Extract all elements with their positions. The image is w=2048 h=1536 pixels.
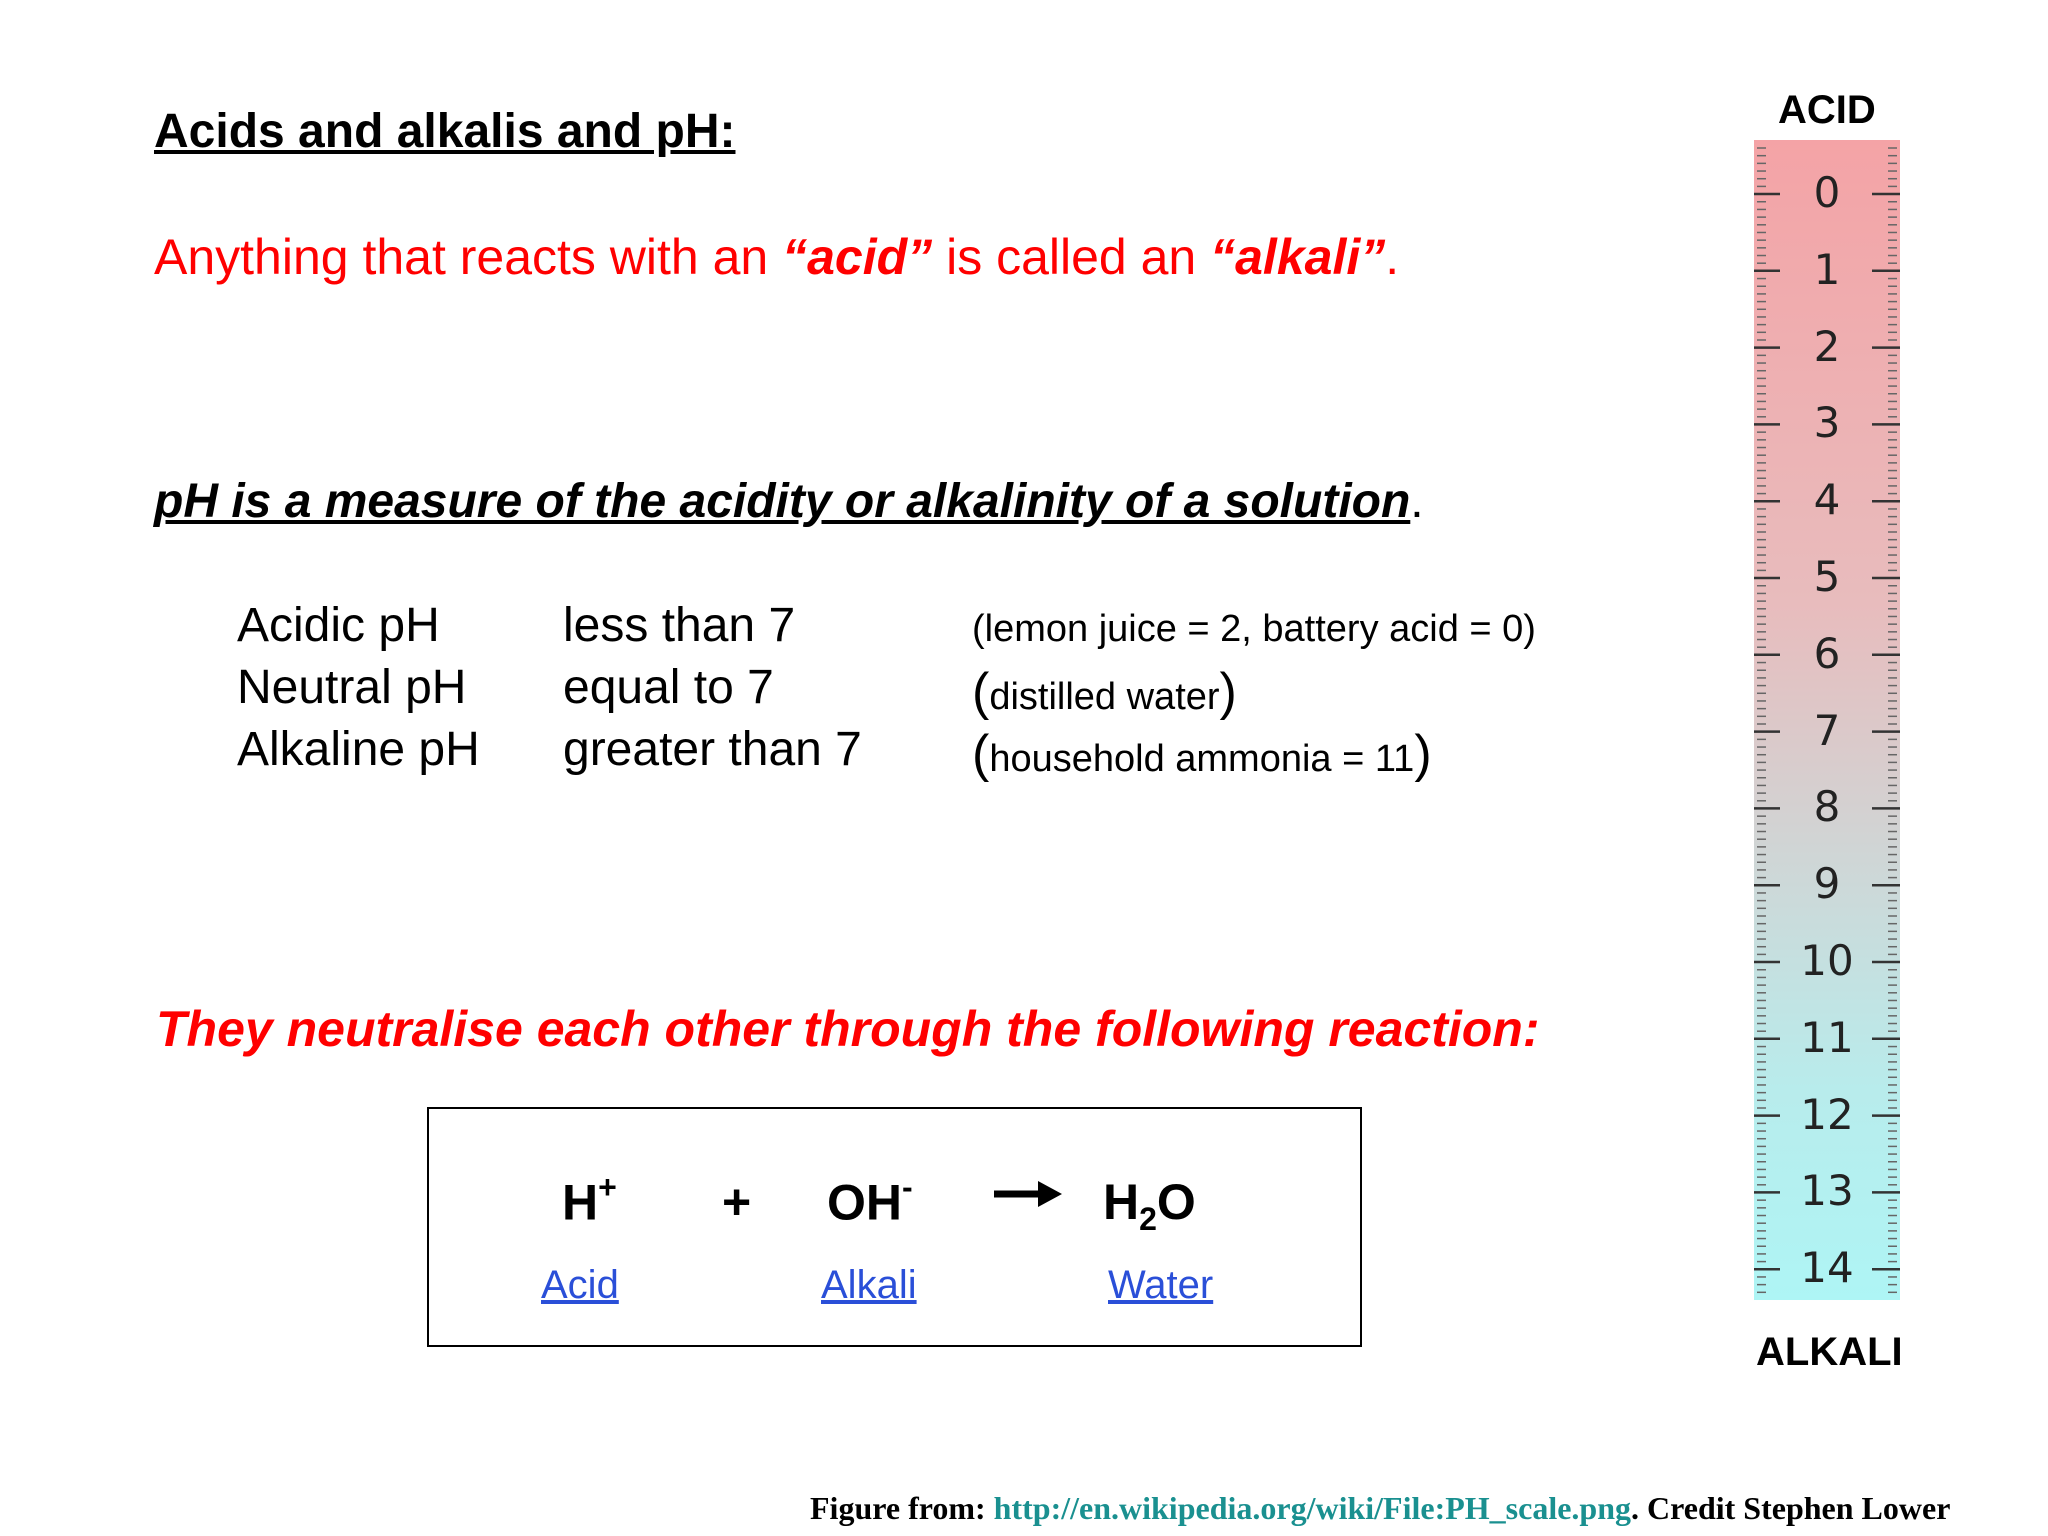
slide-title: Acids and alkalis and pH: bbox=[154, 105, 736, 158]
ph-scale-bar bbox=[1754, 140, 1900, 1300]
ph-scale-value: 4 bbox=[1813, 475, 1841, 525]
alkali-link[interactable]: Alkali bbox=[821, 1263, 917, 1307]
ph-scale-value: 10 bbox=[1800, 936, 1854, 985]
acid-term: “acid” bbox=[782, 229, 933, 285]
ph-row-alkaline bbox=[0, 722, 2048, 784]
ph-definition bbox=[154, 474, 1424, 529]
figure-credit bbox=[810, 1490, 1950, 1527]
paren-close: ) bbox=[1414, 725, 1432, 783]
ph-definition-text: pH is a measure of the acidity or alkalinity of a solution bbox=[154, 475, 1411, 528]
ph-row-neutral bbox=[0, 660, 2048, 722]
paren-open: ( bbox=[972, 663, 990, 721]
paren-close: ) bbox=[1219, 663, 1237, 721]
hydroxide-charge: - bbox=[902, 1169, 913, 1205]
ph-row-example: (lemon juice = 2, battery acid = 0) bbox=[972, 608, 1536, 650]
ph-row-example bbox=[972, 724, 1432, 784]
ph-scale-value: 9 bbox=[1813, 859, 1841, 909]
ph-scale-value: 3 bbox=[1813, 398, 1841, 448]
intro-mid: is called an bbox=[932, 229, 1211, 285]
ph-scale-value: 12 bbox=[1800, 1089, 1854, 1139]
water-subscript: 2 bbox=[1139, 1201, 1157, 1237]
intro-statement bbox=[154, 228, 1399, 286]
ph-definition-end: . bbox=[1410, 475, 1424, 528]
water-link[interactable]: Water bbox=[1108, 1263, 1214, 1307]
ph-row-condition: equal to 7 bbox=[563, 661, 774, 714]
intro-post: . bbox=[1385, 229, 1400, 285]
ph-row-condition: less than 7 bbox=[563, 599, 796, 652]
acid-link[interactable]: Acid bbox=[541, 1263, 619, 1307]
plus-sign: + bbox=[722, 1174, 752, 1230]
ph-row-condition: greater than 7 bbox=[563, 723, 862, 776]
ph-row-acidic bbox=[0, 598, 2048, 660]
ph-scale-value: 0 bbox=[1813, 168, 1841, 217]
hydroxide-ion: OH- bbox=[827, 1169, 913, 1231]
ph-scale-value: 14 bbox=[1800, 1243, 1854, 1293]
ph-scale-value: 7 bbox=[1813, 705, 1841, 755]
paren-open: ( bbox=[972, 725, 990, 783]
ph-scale-value: 2 bbox=[1813, 321, 1841, 371]
credit-prefix: Figure from: bbox=[810, 1490, 994, 1526]
ph-row-example bbox=[972, 662, 1237, 722]
intro-pre: Anything that reacts with an bbox=[154, 229, 783, 285]
ph-scale-value: 13 bbox=[1800, 1166, 1854, 1216]
credit-suffix: . Credit Stephen Lower bbox=[1631, 1490, 1951, 1526]
scale-top-label: ACID bbox=[1778, 88, 1876, 132]
ph-row-label: Acidic pH bbox=[237, 599, 440, 652]
ph-scale-value: 5 bbox=[1813, 552, 1841, 601]
scale-bottom-label: ALKALI bbox=[1756, 1330, 1903, 1374]
alkali-term: “alkali” bbox=[1210, 229, 1386, 285]
ph-scale-value: 11 bbox=[1800, 1012, 1854, 1062]
example-text: household ammonia = 11 bbox=[989, 738, 1415, 780]
ph-row-label: Neutral pH bbox=[237, 661, 467, 714]
reaction-arrow-icon bbox=[994, 1179, 1062, 1209]
hydrogen-charge: + bbox=[598, 1169, 617, 1205]
reaction-box bbox=[427, 1107, 1362, 1347]
water-molecule: $H_2O$ bbox=[1103, 1174, 1196, 1237]
ph-scale-value: 1 bbox=[1813, 244, 1841, 294]
ph-scale-value: 8 bbox=[1813, 782, 1841, 832]
ph-scale-value: 6 bbox=[1813, 628, 1841, 678]
credit-url-link[interactable]: http://en.wikipedia.org/wiki/File:PH_scale.png bbox=[993, 1490, 1632, 1526]
ph-row-label: Alkaline pH bbox=[237, 723, 480, 776]
hydrogen-ion: H+ bbox=[562, 1169, 617, 1231]
reaction-heading: They neutralise each other through the following reaction: bbox=[156, 1001, 1540, 1057]
example-text: distilled water bbox=[989, 676, 1220, 718]
